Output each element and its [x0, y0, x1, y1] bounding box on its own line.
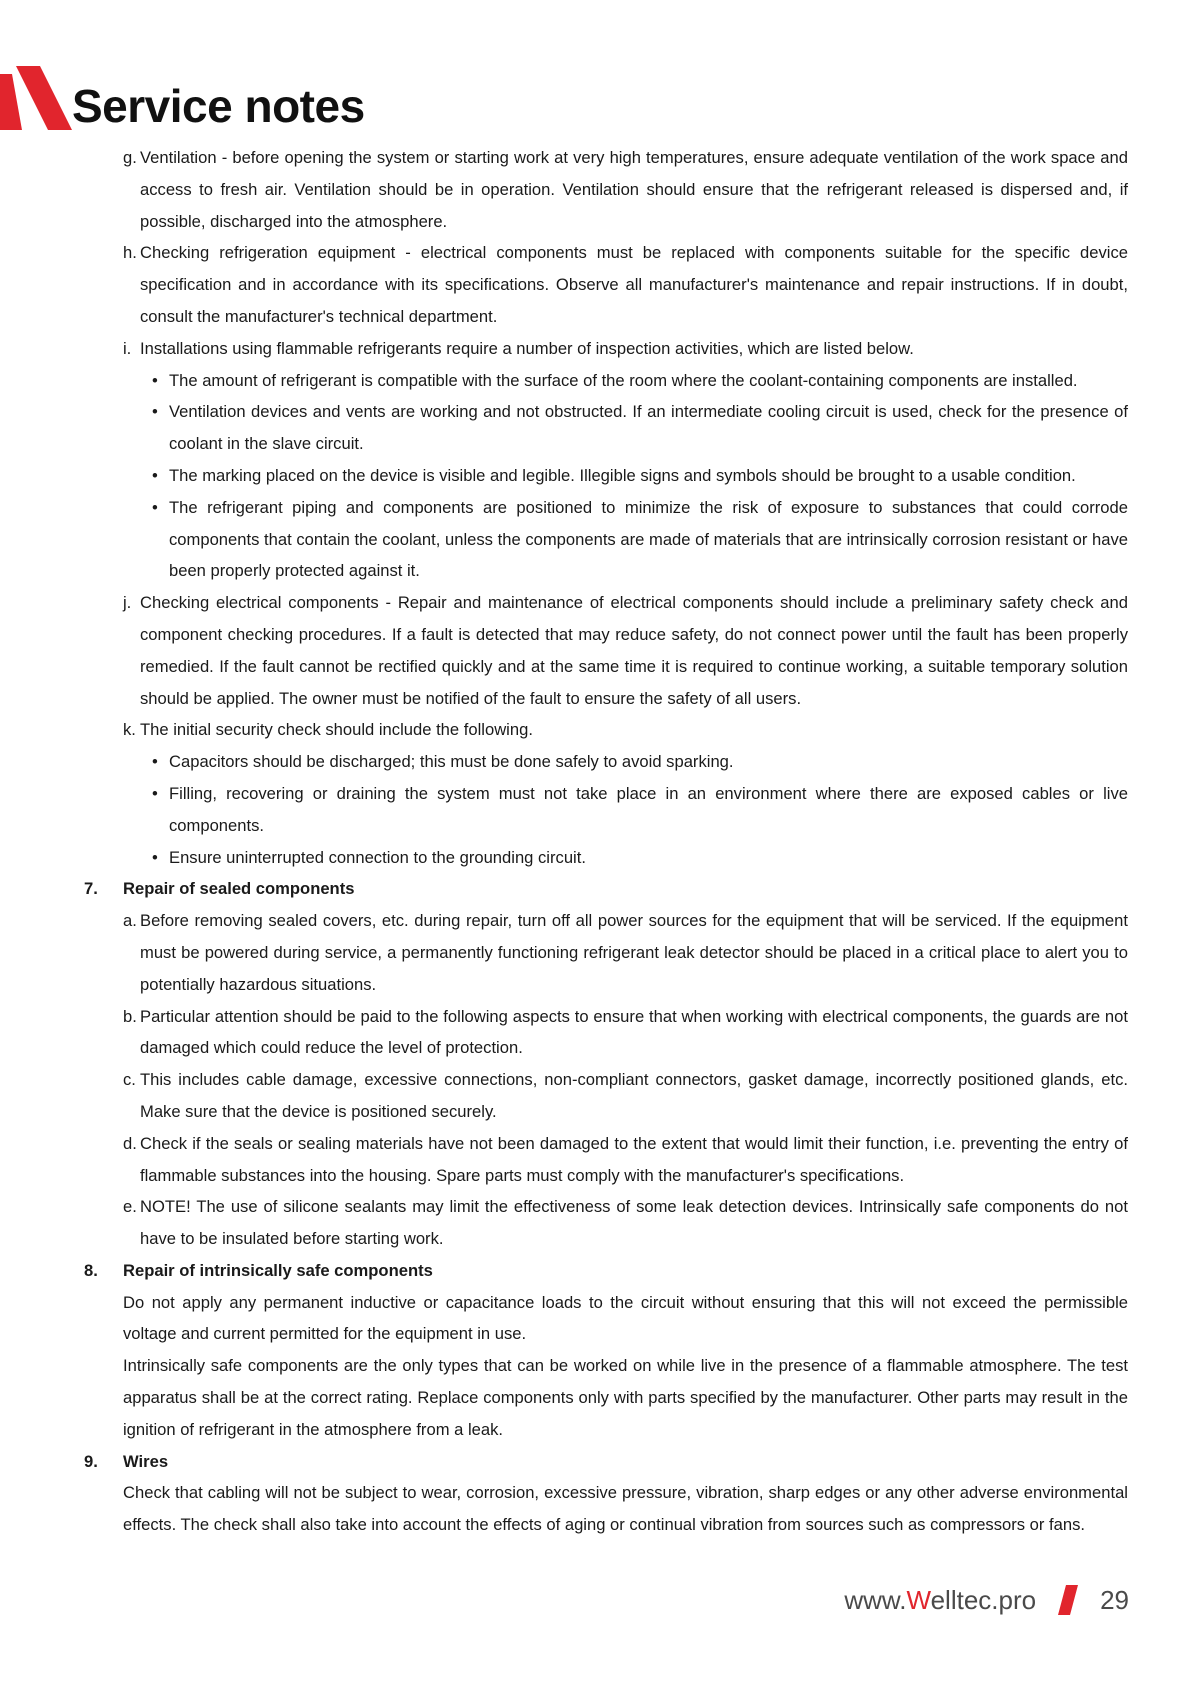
section-number: 7. — [84, 879, 98, 899]
list-item-j — [0, 587, 1191, 714]
bullet-dot-icon: • — [152, 402, 158, 422]
list-marker: j. — [123, 593, 132, 613]
list-item-7d — [0, 1128, 1191, 1192]
bullet-item — [0, 396, 1191, 460]
page-title: Service notes — [72, 80, 365, 132]
list-marker: a. — [123, 911, 137, 931]
list-marker: b. — [123, 1006, 137, 1026]
section-heading-8 — [0, 1255, 1191, 1287]
document-body — [0, 142, 1191, 1541]
page-number: 29 — [1100, 1584, 1129, 1615]
bullet-dot-icon: • — [152, 465, 158, 485]
bullet-dot-icon: • — [152, 752, 158, 772]
bullet-text: The refrigerant piping and components are positioned to minimize the risk of exposure to substances that could corrode components that contain the coolant, unless the components are made of materials that are intrinsically corrosion resistant or have been properly protected against it. — [169, 497, 1128, 581]
list-item-text: Installations using flammable refrigerants require a number of inspection activities, which are listed below. — [140, 338, 914, 358]
bullet-item — [0, 746, 1191, 778]
list-marker: k. — [123, 720, 136, 740]
list-item-7a — [0, 905, 1191, 1000]
list-item-7b — [0, 1001, 1191, 1065]
list-item-text: Check if the seals or sealing materials have not been damaged to the extent that would limit their function, i.e. preventing the entry of flammable substances into the housing. Spare parts must comply with the manufacturer's specifications. — [140, 1133, 1128, 1185]
list-item-i — [0, 333, 1191, 365]
bullet-dot-icon: • — [152, 497, 158, 517]
bullet-text: The marking placed on the device is visible and legible. Illegible signs and symbols should be brought to a usable condition. — [169, 465, 1076, 485]
list-item-text: NOTE! The use of silicone sealants may limit the effectiveness of some leak detection devices. Intrinsically safe components do not have to be insulated before starting work. — [140, 1197, 1128, 1249]
paragraph: Intrinsically safe components are the only types that can be worked on while live in the presence of a flammable atmosphere. The test apparatus shall be at the correct rating. Replace components only with parts specified by the manufacturer. Other parts may result in the ignition of refrigerant in the atmosphere from a leak. — [123, 1356, 1128, 1439]
list-item-h — [0, 237, 1191, 332]
section-number: 8. — [84, 1260, 98, 1280]
bullet-text: Capacitors should be discharged; this must be done safely to avoid sparking. — [169, 752, 734, 772]
bullet-dot-icon: • — [152, 847, 158, 867]
list-marker: e. — [123, 1197, 137, 1217]
list-item-text: Ventilation - before opening the system or starting work at very high temperatures, ensure adequate ventilation of the work space and access to fresh air. Ventilation should be in operation. Ventilation should ensure that the refrigerant released is dispersed and, if possible, discharged into the atmosphere. — [140, 148, 1128, 231]
list-item-k — [0, 714, 1191, 746]
paragraph: Do not apply any permanent inductive or capacitance loads to the circuit without ensuring that this will not exceed the permissible voltage and current permitted for the equipment in use. — [123, 1292, 1128, 1344]
list-item-7c — [0, 1064, 1191, 1128]
list-item-text: Before removing sealed covers, etc. during repair, turn off all power sources for the equipment that will be serviced. If the equipment must be powered during service, a permanently functioning refrigerant leak detector should be placed in a critical place to alert you to potentially hazardous situations. — [140, 911, 1128, 994]
list-item-text: Checking refrigeration equipment - electrical components must be replaced with components suitable for the specific device specification and in accordance with its specifications. Observe all manufacturer's maintenance and repair instructions. If in doubt, consult the manufacturer's technical department. — [140, 243, 1128, 326]
section-title: Repair of sealed components — [123, 879, 355, 899]
paragraph: Check that cabling will not be subject to wear, corrosion, excessive pressure, vibration, sharp edges or any other adverse environmental effects. The check shall also take into account the effects of aging or continual vibration from sources such as compressors or fans. — [123, 1483, 1128, 1535]
bullet-item — [0, 842, 1191, 874]
list-item-text: Checking electrical components - Repair and maintenance of electrical components should include a preliminary safety check and component checking procedures. If a fault is detected that may reduce safety, do not connect power until the fault has been properly remedied. If the fault cannot be rectified quickly and at the same time it is required to continue working, a suitable temporary solution should be applied. The owner must be notified of the fault to ensure the safety of all users. — [140, 593, 1128, 708]
section-heading-9 — [0, 1446, 1191, 1478]
page-footer — [844, 1578, 1129, 1622]
bullet-text: Ventilation devices and vents are working and not obstructed. If an intermediate cooling circuit is used, check for the presence of coolant in the slave circuit. — [169, 402, 1128, 454]
list-marker: i. — [123, 338, 132, 358]
bullet-dot-icon: • — [152, 783, 158, 803]
bullet-item — [0, 492, 1191, 587]
red-slash-icon — [1058, 1585, 1078, 1615]
bullet-item — [0, 460, 1191, 492]
list-item-text: Particular attention should be paid to the following aspects to ensure that when working with electrical components, the guards are not damaged which could reduce the level of protection. — [140, 1006, 1128, 1058]
list-item-7e — [0, 1191, 1191, 1255]
section-number: 9. — [84, 1451, 98, 1471]
list-marker: h. — [123, 243, 137, 263]
list-marker: d. — [123, 1133, 137, 1153]
bullet-dot-icon: • — [152, 370, 158, 390]
red-slash-logo-icon — [0, 66, 72, 138]
section-title: Repair of intrinsically safe components — [123, 1260, 433, 1280]
list-marker: c. — [123, 1070, 136, 1090]
bullet-item — [0, 778, 1191, 842]
list-item-text: The initial security check should include the following. — [140, 720, 533, 740]
list-item-text: This includes cable damage, excessive connections, non-compliant connectors, gasket damage, incorrectly positioned glands, etc. Make sure that the device is positioned securely. — [140, 1070, 1128, 1121]
list-marker: g. — [123, 148, 137, 167]
bullet-text: The amount of refrigerant is compatible with the surface of the room where the coolant-containing components are installed. — [169, 370, 1078, 390]
section-title: Wires — [123, 1451, 169, 1471]
bullet-item — [0, 365, 1191, 397]
website-link[interactable]: www.Welltec.pro — [844, 1584, 1037, 1615]
list-item-g — [0, 142, 1191, 237]
bullet-text: Ensure uninterrupted connection to the grounding circuit. — [169, 847, 586, 867]
section-heading-7 — [0, 873, 1191, 905]
bullet-text: Filling, recovering or draining the system must not take place in an environment where there are exposed cables or live components. — [169, 783, 1128, 835]
